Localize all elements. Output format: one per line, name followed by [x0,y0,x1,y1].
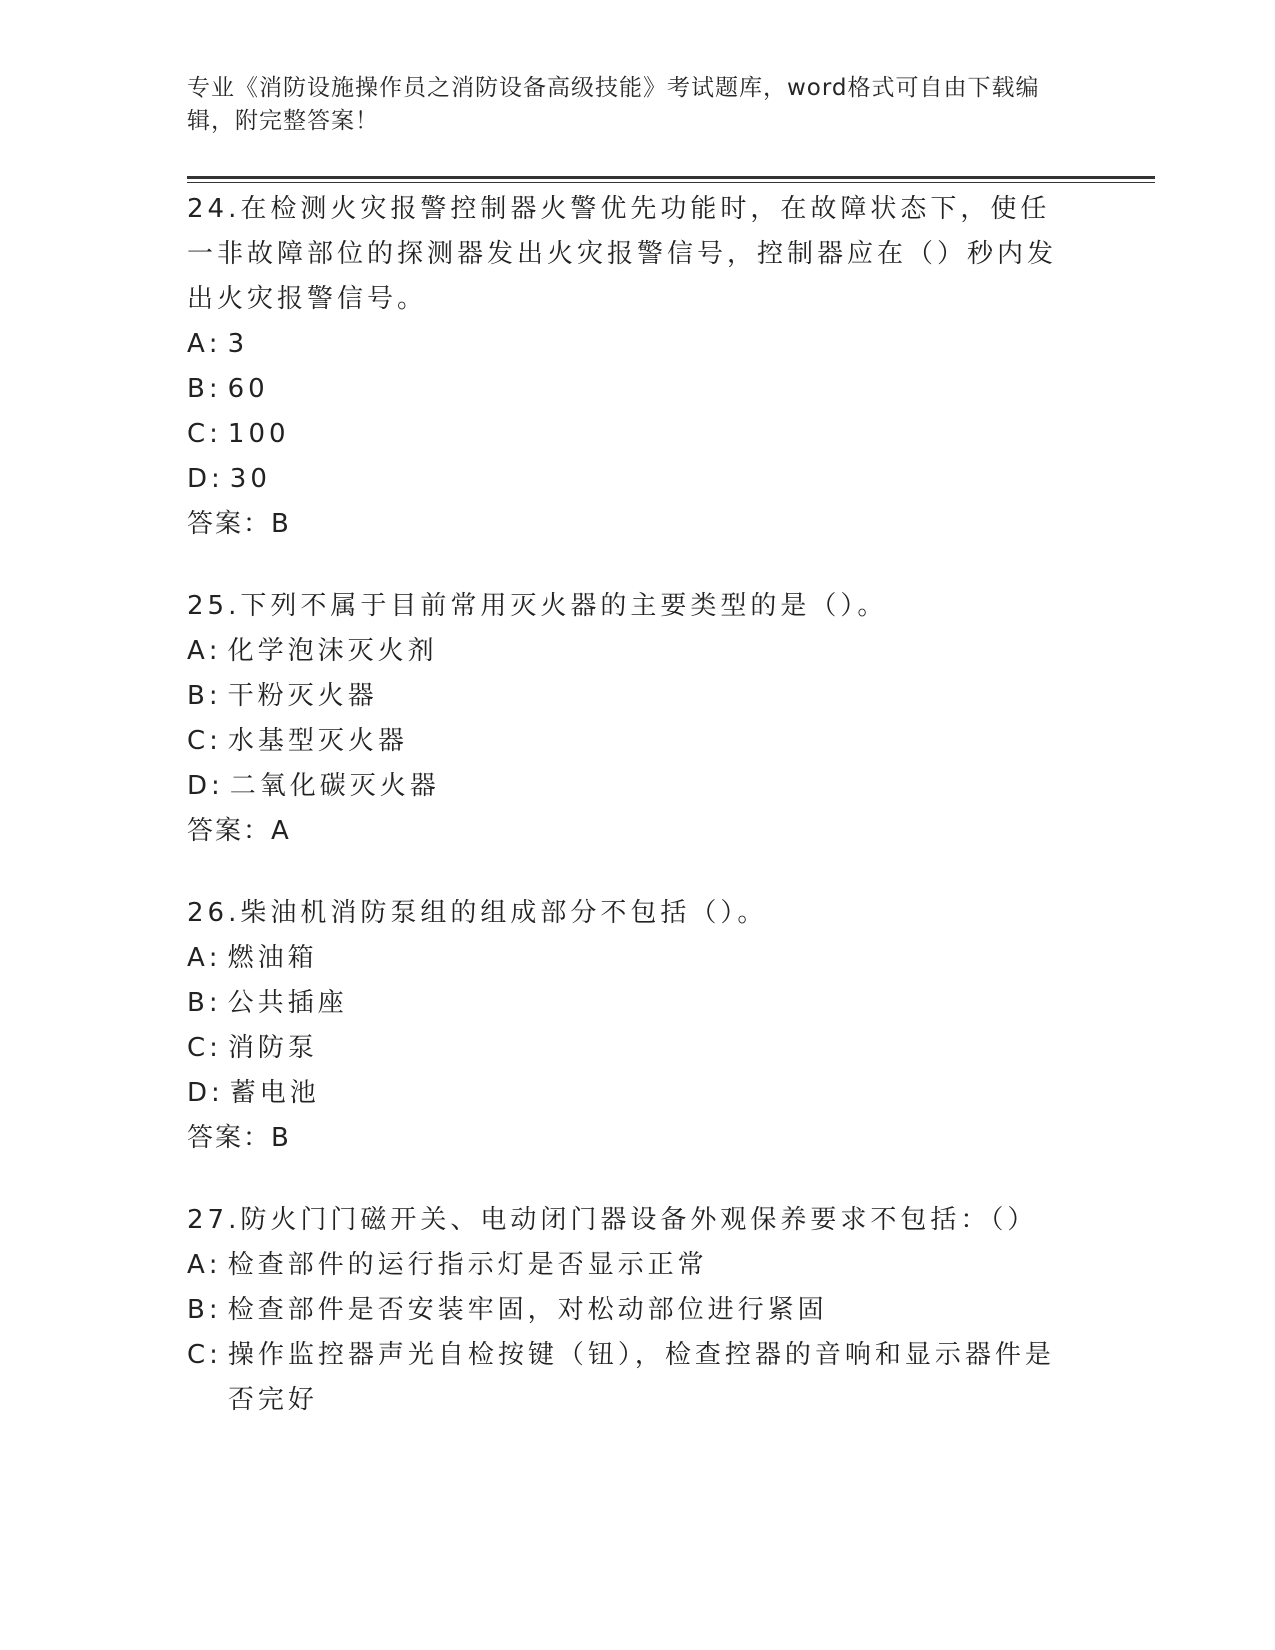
question-24 [187,187,1087,547]
option-key: C [187,419,210,449]
option-c [187,719,1067,764]
option-b [187,1288,1067,1333]
option-key: D [187,771,212,801]
option-separator: : [209,1340,222,1370]
option-key: D [187,464,212,494]
question-26 [187,891,1087,1161]
option-b [187,981,1067,1026]
answer-line: 答案：A [187,816,291,846]
option-text: 消防泵 [227,1033,318,1063]
option-key: A [187,329,209,359]
option-text: 二氧化碳灭火器 [229,771,440,801]
option-separator: : [208,988,222,1018]
option-text: 蓄电池 [229,1078,320,1108]
option-separator: : [208,329,222,359]
answer-line: 答案：B [187,1123,291,1153]
option-key: B [187,374,209,404]
option-d [187,764,1067,809]
option-c [187,412,1067,457]
option-separator: : [211,1078,224,1108]
option-separator: : [211,771,224,801]
question-27 [187,1198,1087,1423]
question-stem: 26.柴油机消防泵组的组成部分不包括（）。 [187,898,768,928]
option-text: 操作监控器声光自检按键（钮），检查控器的音响和显示器件是否完好 [227,1340,1055,1415]
option-c [187,1026,1067,1071]
option-text: 60 [227,374,269,404]
option-b [187,367,1067,412]
option-b [187,674,1067,719]
option-separator: : [208,636,222,666]
option-a [187,322,1067,367]
option-text: 干粉灭火器 [227,681,378,711]
option-a [187,936,1067,981]
option-text: 化学泡沫灭火剂 [227,636,438,666]
option-key: A [187,1250,209,1280]
option-separator: : [208,681,222,711]
option-key: C [187,1340,210,1370]
option-text: 燃油箱 [227,943,318,973]
option-text: 3 [227,329,249,359]
option-d [187,457,1067,502]
question-25 [187,584,1087,854]
option-key: D [187,1078,212,1108]
option-text: 100 [227,419,290,449]
question-stem: 27.防火门门磁开关、电动闭门器设备外观保养要求不包括：（） [187,1205,1038,1235]
option-separator: : [208,1295,222,1325]
header-divider-thin [187,182,1155,183]
question-list [187,187,1087,1460]
question-stem: 24.在检测火灾报警控制器火警优先功能时，在故障状态下，使任一非故障部位的探测器发出火灾报警信号，控制器应在（）秒内发出火灾报警信号。 [187,194,1058,314]
option-text: 30 [229,464,271,494]
document-header: 专业《消防设施操作员之消防设备高级技能》考试题库，word格式可自由下载编辑，附完整答案！ [187,75,1040,134]
option-text: 水基型灭火器 [227,726,408,756]
option-text: 检查部件是否安装牢固，对松动部位进行紧固 [227,1295,828,1325]
option-c [187,1333,1067,1423]
option-text: 检查部件的运行指示灯是否显示正常 [227,1250,708,1280]
option-key: C [187,726,210,756]
option-key: C [187,1033,210,1063]
option-separator: : [208,943,222,973]
option-d [187,1071,1067,1116]
header-divider-thick [187,176,1155,179]
option-key: A [187,636,209,666]
option-separator: : [209,1033,222,1063]
option-separator: : [209,419,222,449]
option-key: B [187,988,209,1018]
option-key: B [187,681,209,711]
option-separator: : [209,726,222,756]
option-separator: : [208,374,222,404]
answer-line: 答案：B [187,509,291,539]
option-key: A [187,943,209,973]
option-separator: : [211,464,224,494]
option-a [187,629,1067,674]
question-stem: 25.下列不属于目前常用灭火器的主要类型的是（）。 [187,591,888,621]
option-text: 公共插座 [227,988,348,1018]
option-a [187,1243,1067,1288]
option-key: B [187,1295,209,1325]
option-separator: : [208,1250,222,1280]
